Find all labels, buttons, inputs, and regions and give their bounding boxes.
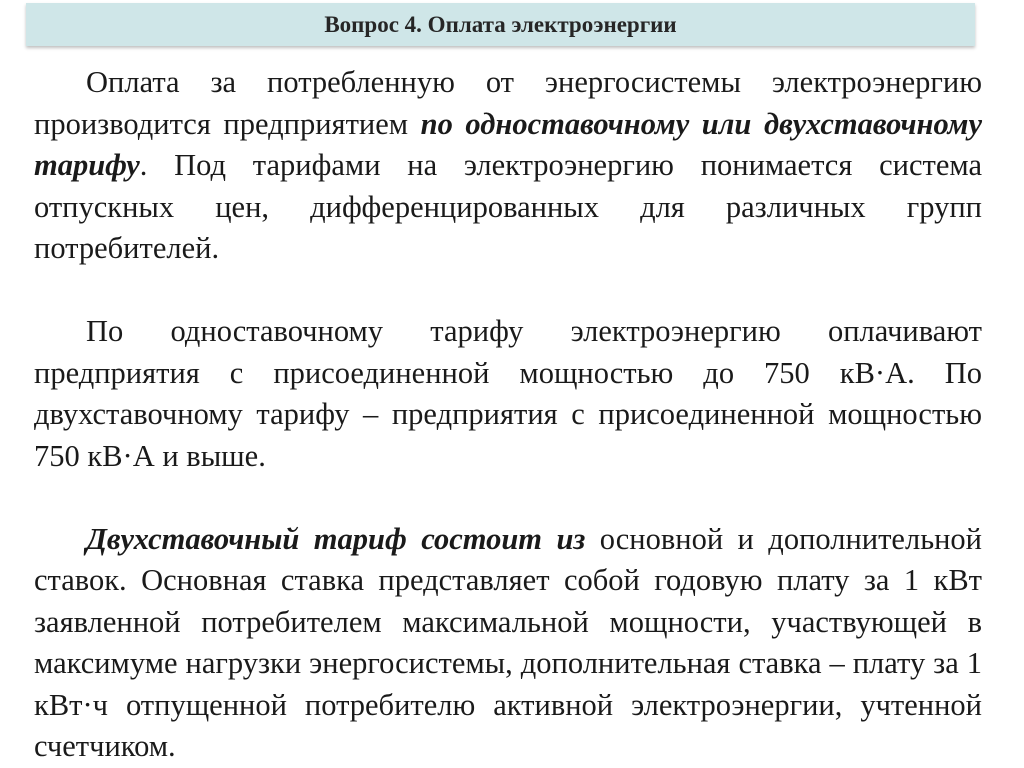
paragraph-2	[34, 311, 982, 477]
paragraph-2-text: По одноставочному тарифу электроэнергию оплачивают предприятия с присоединенной мощностью до 750 кВ·А. По двухставочному тарифу – предприятия с присоединенной мощностью 750 кВ·А и выше.	[34, 314, 982, 473]
paragraph-3-emphasis: Двухставочный тариф состоит из	[86, 521, 586, 556]
slide-title: Вопрос 4. Оплата электроэнергии	[324, 11, 677, 37]
paragraph-1-emphasis: по одноставочному или двухставочному тарифу	[34, 106, 982, 182]
paragraph-3	[34, 519, 982, 768]
slide-title-bar	[26, 3, 975, 46]
paragraph-1-text-a: Оплата за потребленную от энергосистемы электроэнергию производится предприятием	[34, 65, 982, 141]
paragraph-3-text: основной и дополнительной ставок. Основная ставка представляет собой годовую плату за 1 кВт заявленной потребителем максимальной мощности, участвующей в максимуме нагрузки энергосистемы, дополнительная ставка – плату за 1 кВт·ч отпущенной потребителю активной электроэнергии, учтенной счетчиком.	[34, 521, 982, 763]
paragraph-1	[34, 62, 982, 270]
paragraph-1-text-b: . Под тарифами на электроэнергию понимается система отпускных цен, дифференцированных для различных групп потребителей.	[34, 148, 982, 265]
slide-body	[34, 62, 982, 768]
